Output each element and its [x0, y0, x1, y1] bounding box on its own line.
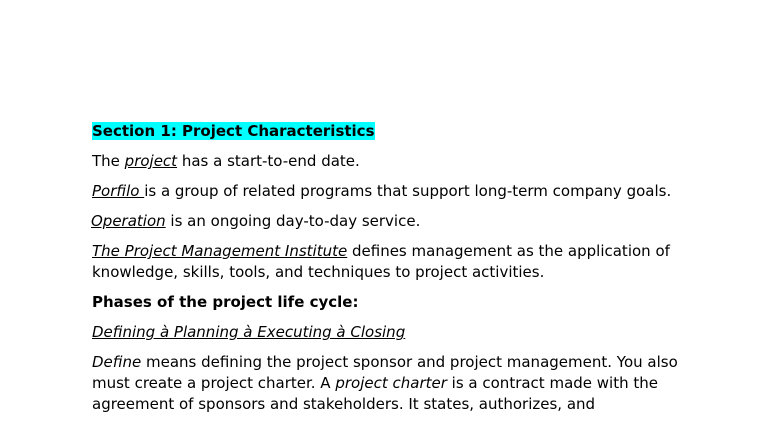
- paragraph-project: [92, 151, 702, 172]
- paragraph-define-mid1: means defining the project sponsor and project management. You also must create a project charter. A: [92, 353, 678, 392]
- section-heading-text: Section 1: Project Characteristics: [92, 122, 375, 140]
- paragraph-operation: [91, 211, 702, 232]
- phases-sequence-paragraph: [92, 322, 702, 343]
- paragraph-pmi-post: defines management as the application of knowledge, skills, tools, and techniques to project activities.: [92, 242, 670, 281]
- paragraph-project-pre: The: [92, 152, 125, 170]
- paragraph-portfolio: [92, 181, 702, 202]
- phases-sequence: Defining à Planning à Executing à Closing: [92, 323, 406, 341]
- paragraph-pmi: [92, 241, 702, 283]
- term-pmi: The Project Management Institute: [92, 242, 348, 260]
- term-portfolio: Porfilo: [92, 182, 145, 200]
- term-operation: Operation: [91, 212, 166, 230]
- term-project: project: [124, 152, 178, 170]
- term-define: Define: [92, 353, 142, 371]
- paragraph-project-post: has a start-to-end date.: [177, 152, 360, 170]
- section-heading: [92, 121, 702, 142]
- term-project-charter: project charter: [335, 374, 447, 392]
- paragraph-portfolio-post: is a group of related programs that support long-term company goals.: [144, 182, 672, 200]
- paragraph-operation-post: is an ongoing day-to-day service.: [165, 212, 421, 230]
- paragraph-define: [92, 352, 702, 415]
- phases-heading: Phases of the project life cycle:: [92, 293, 359, 311]
- paragraph-define-mid2: is a contract made with the agreement of sponsors and stakeholders. It states, authorizes, and: [92, 374, 658, 413]
- document-body: [92, 121, 702, 424]
